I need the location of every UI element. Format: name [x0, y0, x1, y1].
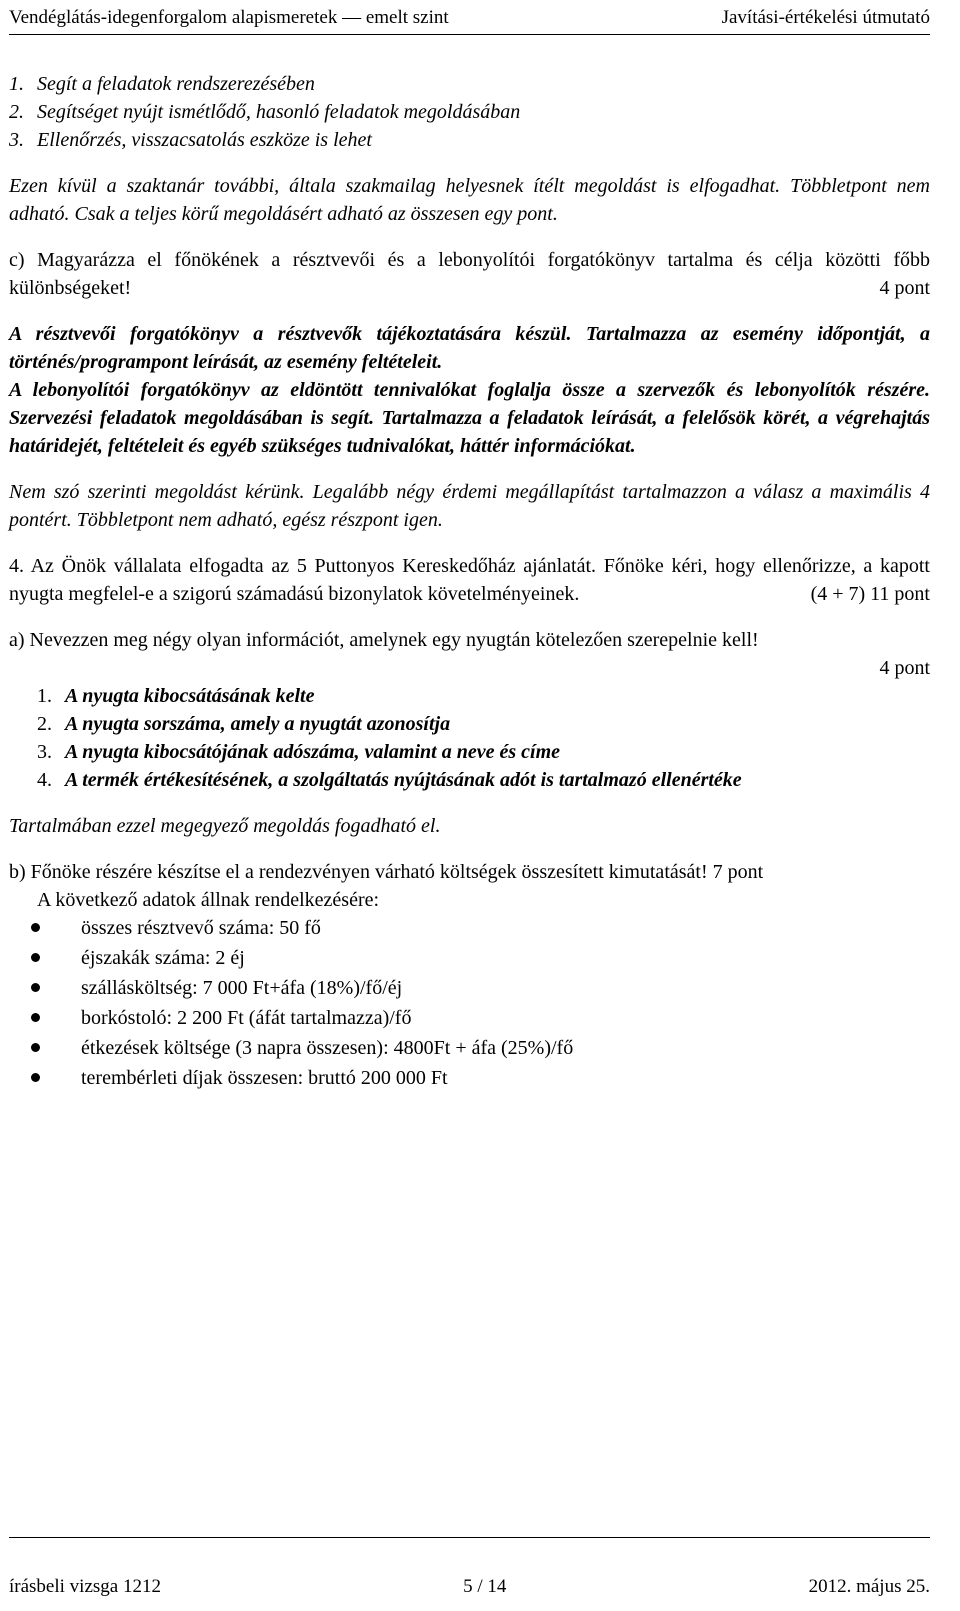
grading-note: Nem szó szerinti megoldást kérünk. Legalább négy érdemi megállapítást tartalmazzon a válasz a maximális 4 pontért. Többletpont nem adható, egész részpont igen. — [9, 481, 930, 531]
footer-exam-code: írásbeli vizsga 1212 — [9, 1576, 161, 1597]
list-item: 3. Ellenőrzés, visszacsatolás eszköze is lehet — [9, 129, 372, 151]
question-c: c) Magyarázza el főnökének a résztvevői és a lebonyolítói forgatókönyv tartalma és célja közötti főbb különbségeket! 4 pont — [9, 246, 930, 302]
list-item: 1. Segít a feladatok rendszerezésében — [9, 73, 315, 95]
bullet-icon — [31, 983, 40, 992]
page-content — [9, 70, 930, 1094]
cost-data-list — [9, 914, 930, 1094]
bullet-icon — [31, 1073, 40, 1082]
question-4-points: (4 + 7) 11 pont — [810, 583, 930, 605]
list-item: terembérleti díjak összesen: bruttó 200 000 Ft — [9, 1064, 930, 1094]
bullet-icon — [31, 1013, 40, 1022]
header-divider — [9, 34, 930, 35]
grading-note: Tartalmában ezzel megegyező megoldás fogadható el. — [9, 815, 441, 837]
page-header — [9, 4, 930, 32]
question-b-intro: A következő adatok állnak rendelkezésére: — [37, 889, 380, 911]
question-c-points: 4 pont — [879, 277, 930, 299]
list-item: 4. A termék értékesítésének, a szolgáltatás nyújtásának adót is tartalmazó ellenértéke — [37, 769, 742, 791]
list-item: éjszakák száma: 2 éj — [9, 944, 930, 974]
receipt-info-list — [9, 682, 930, 794]
grading-note: Ezen kívül a szaktanár további, általa szakmailag helyesnek ítélt megoldást is elfogadhat. Többletpont nem adható. Csak a teljes körű megoldásért adható az összesen egy pont. — [9, 175, 930, 225]
answer-c-participant: A résztvevői forgatókönyv a résztvevők tájékoztatására készül. Tartalmazza az esemény időpontját, a történés/programpont leírását, az esemény feltételeit. — [9, 323, 930, 373]
page-footer — [9, 1573, 930, 1601]
list-item: 1. A nyugta kibocsátásának kelte — [37, 685, 315, 707]
list-item: 2. Segítséget nyújt ismétlődő, hasonló feladatok megoldásában — [9, 101, 521, 123]
question-a-points: 4 pont — [879, 657, 930, 679]
list-item: összes résztvevő száma: 50 fő — [9, 914, 930, 944]
bullet-icon — [31, 923, 40, 932]
header-title: Vendéglátás-idegenforgalom alapismeretek — emelt szint — [9, 7, 449, 28]
advantages-list — [9, 70, 930, 154]
bullet-icon — [31, 953, 40, 962]
list-item: borkóstoló: 2 200 Ft (áfát tartalmazza)/fő — [9, 1004, 930, 1034]
answer-c-organizer: A lebonyolítói forgatókönyv az eldöntött tennivalókat foglalja össze a szervezők és lebonyolítók részére. Szervezési feladatok megoldásában is segít. Tartalmazza a feladatok leírását, a felelősök körét, a végrehajtás határidejét, feltételeit és egyéb szükséges tudnivalókat, háttér információkat. — [9, 379, 930, 457]
footer-page-number: 5 / 14 — [463, 1576, 507, 1597]
list-item: étkezések költsége (3 napra összesen): 4800Ft + áfa (25%)/fő — [9, 1034, 930, 1064]
footer-date: 2012. május 25. — [808, 1576, 930, 1597]
bullet-icon — [31, 1043, 40, 1052]
footer-divider — [9, 1537, 930, 1538]
list-item: 3. A nyugta kibocsátójának adószáma, valamint a neve és címe — [37, 741, 560, 763]
question-a: a) Nevezzen meg négy olyan információt, amelynek egy nyugtán kötelezően szerepelnie kell! — [9, 629, 759, 651]
header-guide-label: Javítási-értékelési útmutató — [721, 7, 930, 28]
list-item: 2. A nyugta sorszáma, amely a nyugtát azonosítja — [37, 713, 451, 735]
question-4: 4. Az Önök vállalata elfogadta az 5 Puttonyos Kereskedőház ajánlatát. Főnöke kéri, hogy ellenőrizze, a kapott nyugta megfelel-e a szigorú számadású bizonylatok követelményeinek. (4 + 7) 11 pont — [9, 552, 930, 608]
list-item: szállásköltség: 7 000 Ft+áfa (18%)/fő/éj — [9, 974, 930, 1004]
question-b-points: 7 pont — [712, 861, 764, 883]
question-b: b) Főnöke részére készítse el a rendezvényen várható költségek összesített kimutatását! 7 pont — [9, 861, 764, 883]
